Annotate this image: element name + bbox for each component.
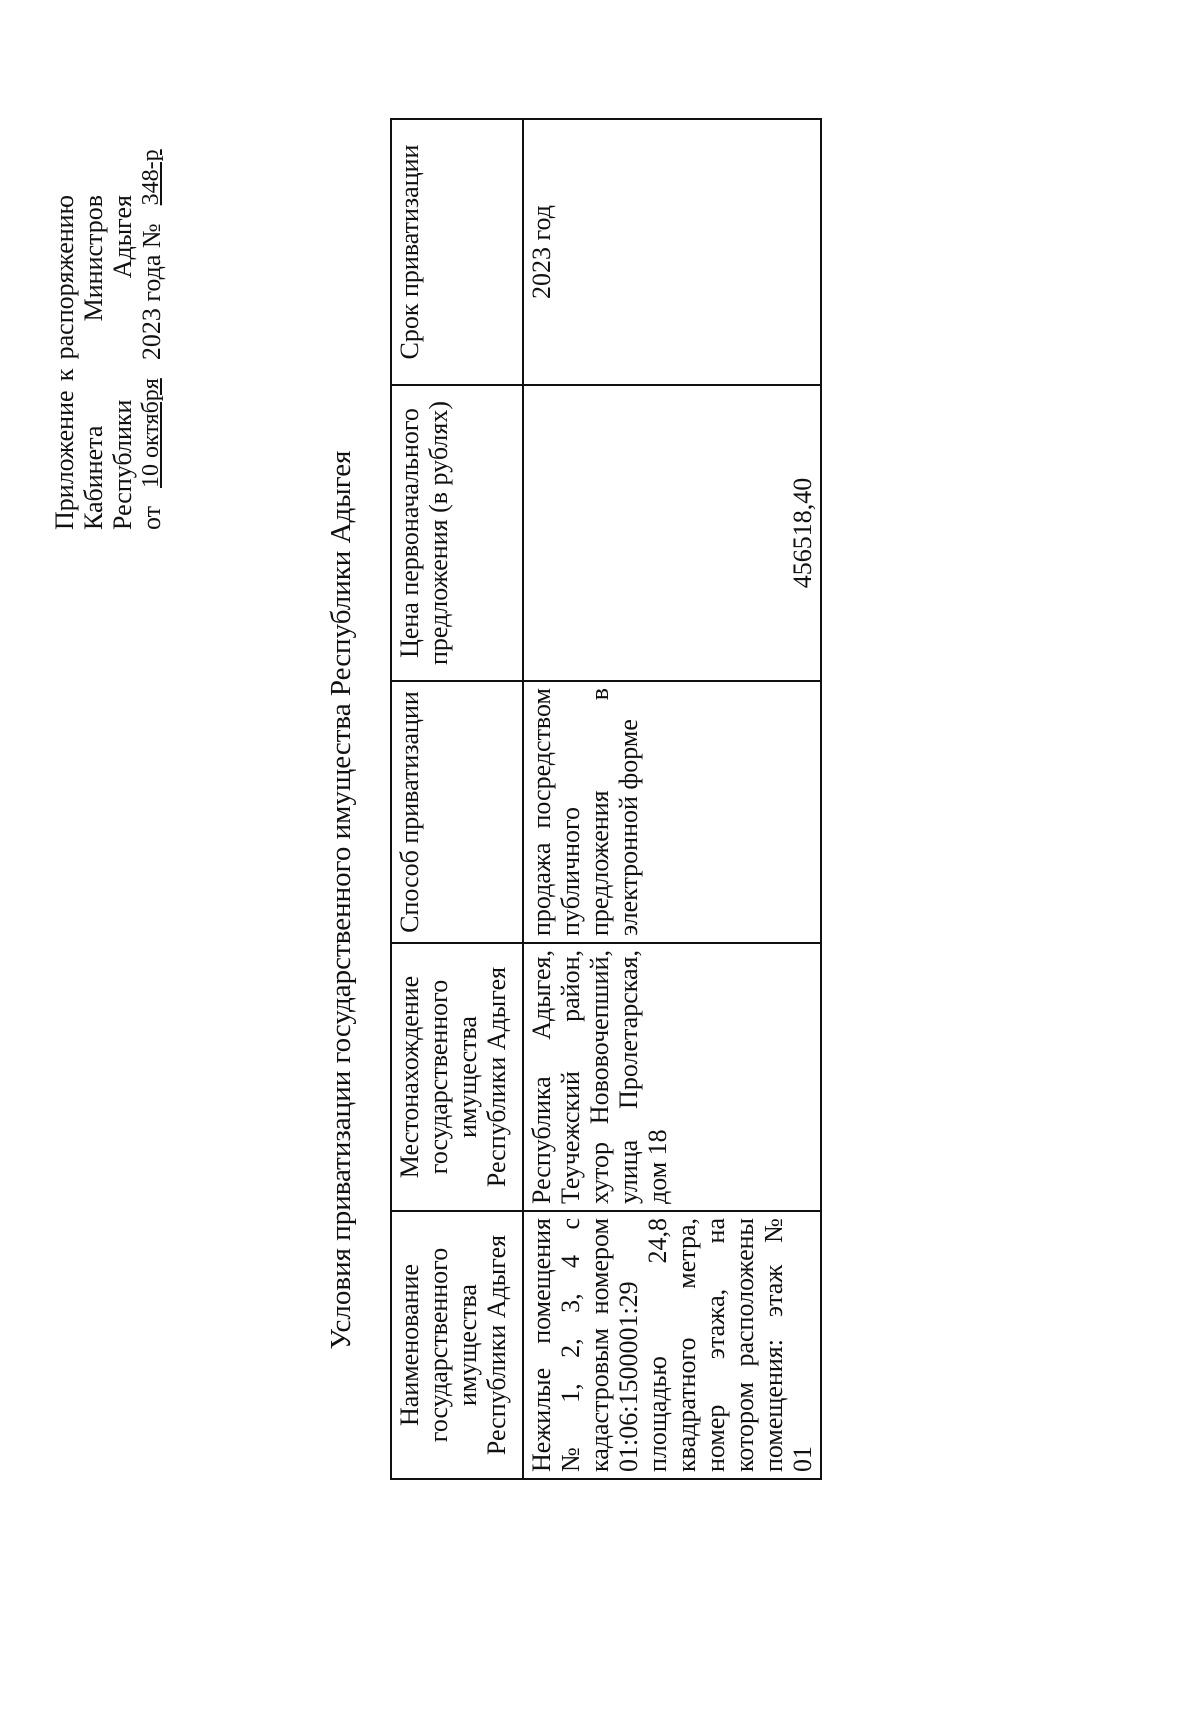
order-number: 348-р	[138, 149, 164, 206]
appendix-word: к	[50, 368, 79, 382]
date-prefix: от	[137, 505, 166, 530]
appendix-line-4	[137, 149, 166, 530]
header-method: Способ приватизации	[391, 681, 523, 943]
appendix-word: Министров	[79, 195, 108, 322]
appendix-word: Адыгея	[108, 195, 137, 279]
cell-term: 2023 год	[523, 119, 821, 385]
appendix-header	[50, 149, 166, 530]
table-row	[523, 119, 821, 1479]
header-term: Срок приватизации	[391, 119, 523, 385]
appendix-word: Кабинета	[79, 425, 108, 530]
header-location: Местонахождение государственного имущества Республики Адыгея	[391, 943, 523, 1211]
handwritten-date: 10 октября	[138, 378, 164, 488]
appendix-line-1	[50, 195, 79, 530]
table-header-row	[391, 119, 523, 1479]
appendix-word: Приложение	[50, 390, 79, 530]
cell-price: 456518,40	[523, 385, 821, 681]
header-price: Цена первоначального предложения (в рублях)	[391, 385, 523, 681]
cell-location: Республика Адыгея, Теучежский район, хутор Нововочепший, улица Пролетарская, дом 18	[523, 943, 821, 1211]
date-suffix: 2023 года №	[137, 223, 166, 361]
appendix-line-2	[79, 195, 108, 530]
appendix-word: распоряжению	[50, 195, 79, 360]
appendix-line-3	[108, 195, 137, 530]
appendix-word: Республики	[108, 399, 137, 530]
document-title: Условия приватизации государственного имущества Республики Адыгея	[325, 450, 357, 1350]
document-sheet	[50, 70, 817, 1670]
cell-method: продажа посредством публичного предложения в электронной форме	[523, 681, 821, 943]
privatization-table	[390, 118, 822, 1480]
header-name: Наименование государственного имущества Республики Адыгея	[391, 1211, 523, 1479]
cell-name: Нежилые помещения № 1, 2, 3, 4 с кадастровым номером 01:06:1500001:29 площадью 24,8 квадратного метра, номер этажа, на котором расположены помещения: этаж № 01	[523, 1211, 821, 1479]
